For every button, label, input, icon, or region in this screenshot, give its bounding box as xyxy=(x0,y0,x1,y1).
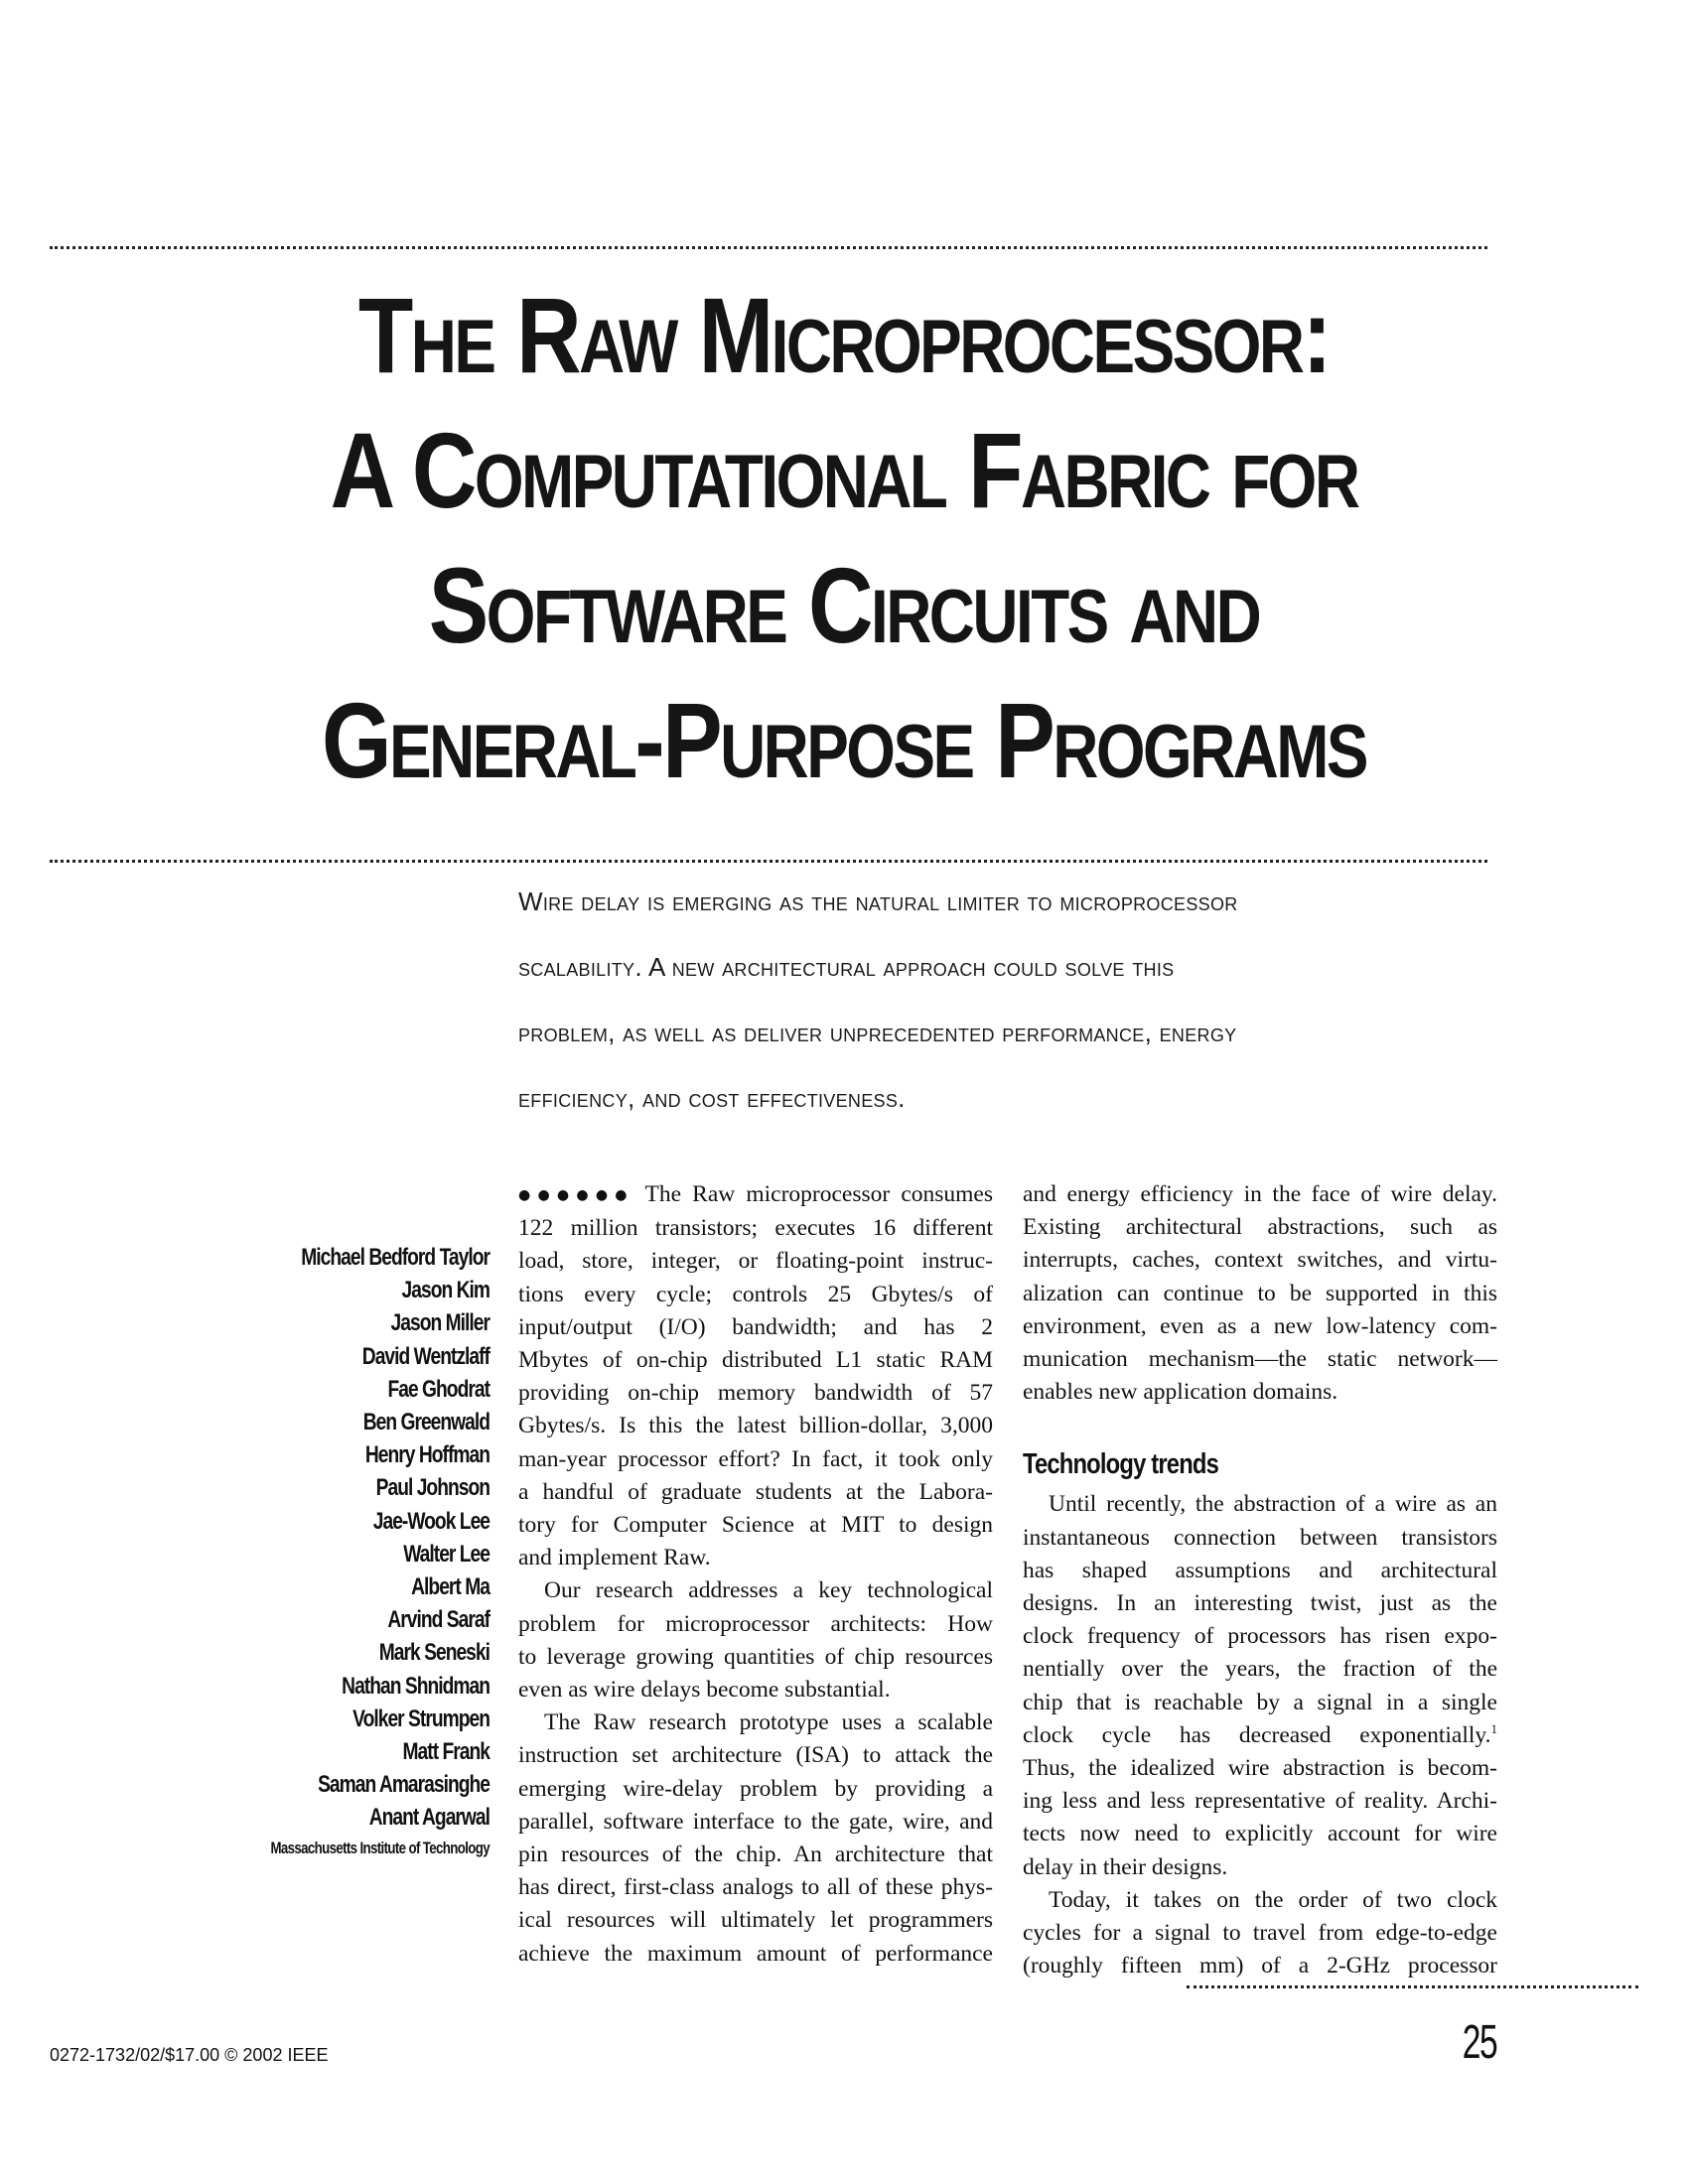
body-line-with-footnote: clock cycle has decreased exponentially.$^1$ xyxy=(1023,1721,1497,1748)
author-name: Jason Miller xyxy=(390,1309,490,1337)
author-name: Albert Ma xyxy=(411,1573,490,1601)
body-line: Gbytes/s. Is this the latest billion-dollar, 3,000 xyxy=(518,1413,993,1439)
body-line: and implement Raw. xyxy=(518,1545,711,1571)
body-line: load, store, integer, or floating-point instruc- xyxy=(518,1248,993,1275)
body-line: alization can continue to be supported in this xyxy=(1023,1280,1497,1306)
author-name: Arvind Saraf xyxy=(387,1606,490,1634)
author-name: Mark Seneski xyxy=(378,1639,490,1667)
deck-line: scalability. A new architectural approach could solve this xyxy=(518,952,1175,982)
deck-line: efficiency, and cost effectiveness. xyxy=(518,1083,906,1113)
author-list xyxy=(199,1241,490,1862)
author-name: Fae Ghodrat xyxy=(387,1375,490,1403)
body-line: emerging wire-delay problem by providing a xyxy=(518,1775,993,1802)
body-column-left xyxy=(518,1178,993,1971)
body-line: tory for Computer Science at MIT to design xyxy=(518,1512,993,1539)
body-line: cycles for a signal to travel from edge-to-edge xyxy=(1023,1920,1497,1947)
body-line: chip that is reachable by a signal in a single xyxy=(1023,1689,1497,1715)
body-line: instruction set architecture (ISA) to attack the xyxy=(518,1742,993,1769)
body-line: parallel, software interface to the gate, wire, and xyxy=(518,1808,993,1835)
body-line: delay in their designs. xyxy=(1023,1853,1228,1880)
section-heading: Technology trends xyxy=(1023,1448,1219,1481)
body-line: a handful of graduate students at the Labora- xyxy=(518,1478,993,1505)
top-rule xyxy=(50,246,1487,249)
author-name: Anant Agarwal xyxy=(368,1804,490,1832)
author-name: Walter Lee xyxy=(403,1540,490,1568)
deck-line: Wire delay is emerging as the natural limiter to microprocessor xyxy=(518,887,1238,916)
article-title xyxy=(177,268,1511,808)
author-affiliation: Massachusetts Institute of Technology xyxy=(270,1838,490,1857)
author-name: Jason Kim xyxy=(401,1277,490,1304)
title-line: The Raw Microprocessor: xyxy=(357,275,1331,395)
page-number: 25 xyxy=(1462,2016,1497,2069)
footer-rule xyxy=(1187,1985,1638,1988)
body-line: munication mechanism—the static network— xyxy=(1023,1346,1497,1373)
body-line: problem for microprocessor architects: How xyxy=(518,1610,993,1637)
body-line: Today, it takes on the order of two clock xyxy=(1049,1886,1497,1913)
body-line: Thus, the idealized wire abstraction is becom- xyxy=(1023,1755,1497,1782)
body-line: Our research addresses a key technological xyxy=(544,1577,993,1604)
deck-line: problem, as well as deliver unprecedented performance, energy xyxy=(518,1018,1237,1047)
author-name: Henry Hoffman xyxy=(364,1441,490,1469)
author-name: Nathan Shnidman xyxy=(342,1672,490,1700)
author-name: Volker Strumpen xyxy=(352,1705,490,1732)
author-name: David Wentzlaff xyxy=(361,1342,490,1370)
body-line: tions every cycle; controls 25 Gbytes/s of xyxy=(518,1281,993,1307)
body-line: man-year processor effort? In fact, it took only xyxy=(518,1445,993,1472)
title-bottom-rule xyxy=(50,860,1487,863)
body-line: pin resources of the chip. An architecture that xyxy=(518,1842,993,1868)
body-line: environment, even as a new low-latency com- xyxy=(1023,1312,1497,1339)
footnote-ref[interactable]: 1 xyxy=(1490,1721,1497,1737)
body-line: achieve the maximum amount of performance xyxy=(518,1940,993,1967)
author-name: Jae-Wook Lee xyxy=(372,1507,490,1535)
body-line: providing on-chip memory bandwidth of 57 xyxy=(518,1380,993,1407)
body-line: interrupts, caches, context switches, and virtu- xyxy=(1023,1247,1497,1274)
body-line: 122 million transistors; executes 16 different xyxy=(518,1215,993,1242)
author-name: Saman Amarasinghe xyxy=(318,1771,490,1799)
title-line: Software Circuits and xyxy=(428,545,1260,665)
body-line: has shaped assumptions and architectural xyxy=(1023,1557,1497,1583)
author-name: Paul Johnson xyxy=(375,1474,490,1502)
body-line: ical resources will ultimately let programmers xyxy=(518,1907,993,1934)
title-line: A Computational Fabric for xyxy=(330,410,1358,530)
body-line: and energy efficiency in the face of wire delay. xyxy=(1023,1181,1497,1207)
article-deck xyxy=(518,869,1511,1131)
body-line: has direct, first-class analogs to all of these phys- xyxy=(518,1874,993,1901)
body-line: enables new application domains. xyxy=(1023,1379,1338,1406)
body-line: nentially over the years, the fraction of the xyxy=(1023,1656,1497,1683)
paragraph-lead-line: ●●●●●● The Raw microprocessor consumes xyxy=(518,1181,994,1207)
body-line: Until recently, the abstraction of a wire as an xyxy=(1049,1491,1497,1518)
author-name: Matt Frank xyxy=(402,1738,490,1766)
body-line: (roughly fifteen mm) of a 2-GHz processor xyxy=(1023,1953,1497,1979)
body-line: designs. In an interesting twist, just as the xyxy=(1023,1590,1497,1617)
footer-copyright: 0272-1732/02/$17.00 © 2002 IEEE xyxy=(50,2045,329,2065)
body-line: instantaneous connection between transistors xyxy=(1023,1524,1497,1551)
body-line: Existing architectural abstractions, such as xyxy=(1023,1214,1497,1241)
body-column-right xyxy=(1023,1178,1497,1982)
author-name: Ben Greenwald xyxy=(362,1409,490,1436)
body-line: clock frequency of processors has risen expo- xyxy=(1023,1623,1497,1650)
body-line: even as wire delays become substantial. xyxy=(518,1677,891,1704)
author-name: Michael Bedford Taylor xyxy=(301,1244,490,1271)
body-line: Mbytes of on-chip distributed L1 static RAM xyxy=(518,1347,993,1374)
body-line: ing less and less representative of reality. Archi- xyxy=(1023,1788,1497,1815)
body-line: input/output (I/O) bandwidth; and has 2 xyxy=(518,1313,993,1340)
body-line: tects now need to explicitly account for wire xyxy=(1023,1821,1497,1847)
body-line: The Raw research prototype uses a scalable xyxy=(544,1709,993,1736)
title-line: General-Purpose Programs xyxy=(322,680,1366,800)
body-line: to leverage growing quantities of chip resources xyxy=(518,1643,993,1670)
lead-dots-icon: ●●●●●● xyxy=(518,1187,634,1203)
